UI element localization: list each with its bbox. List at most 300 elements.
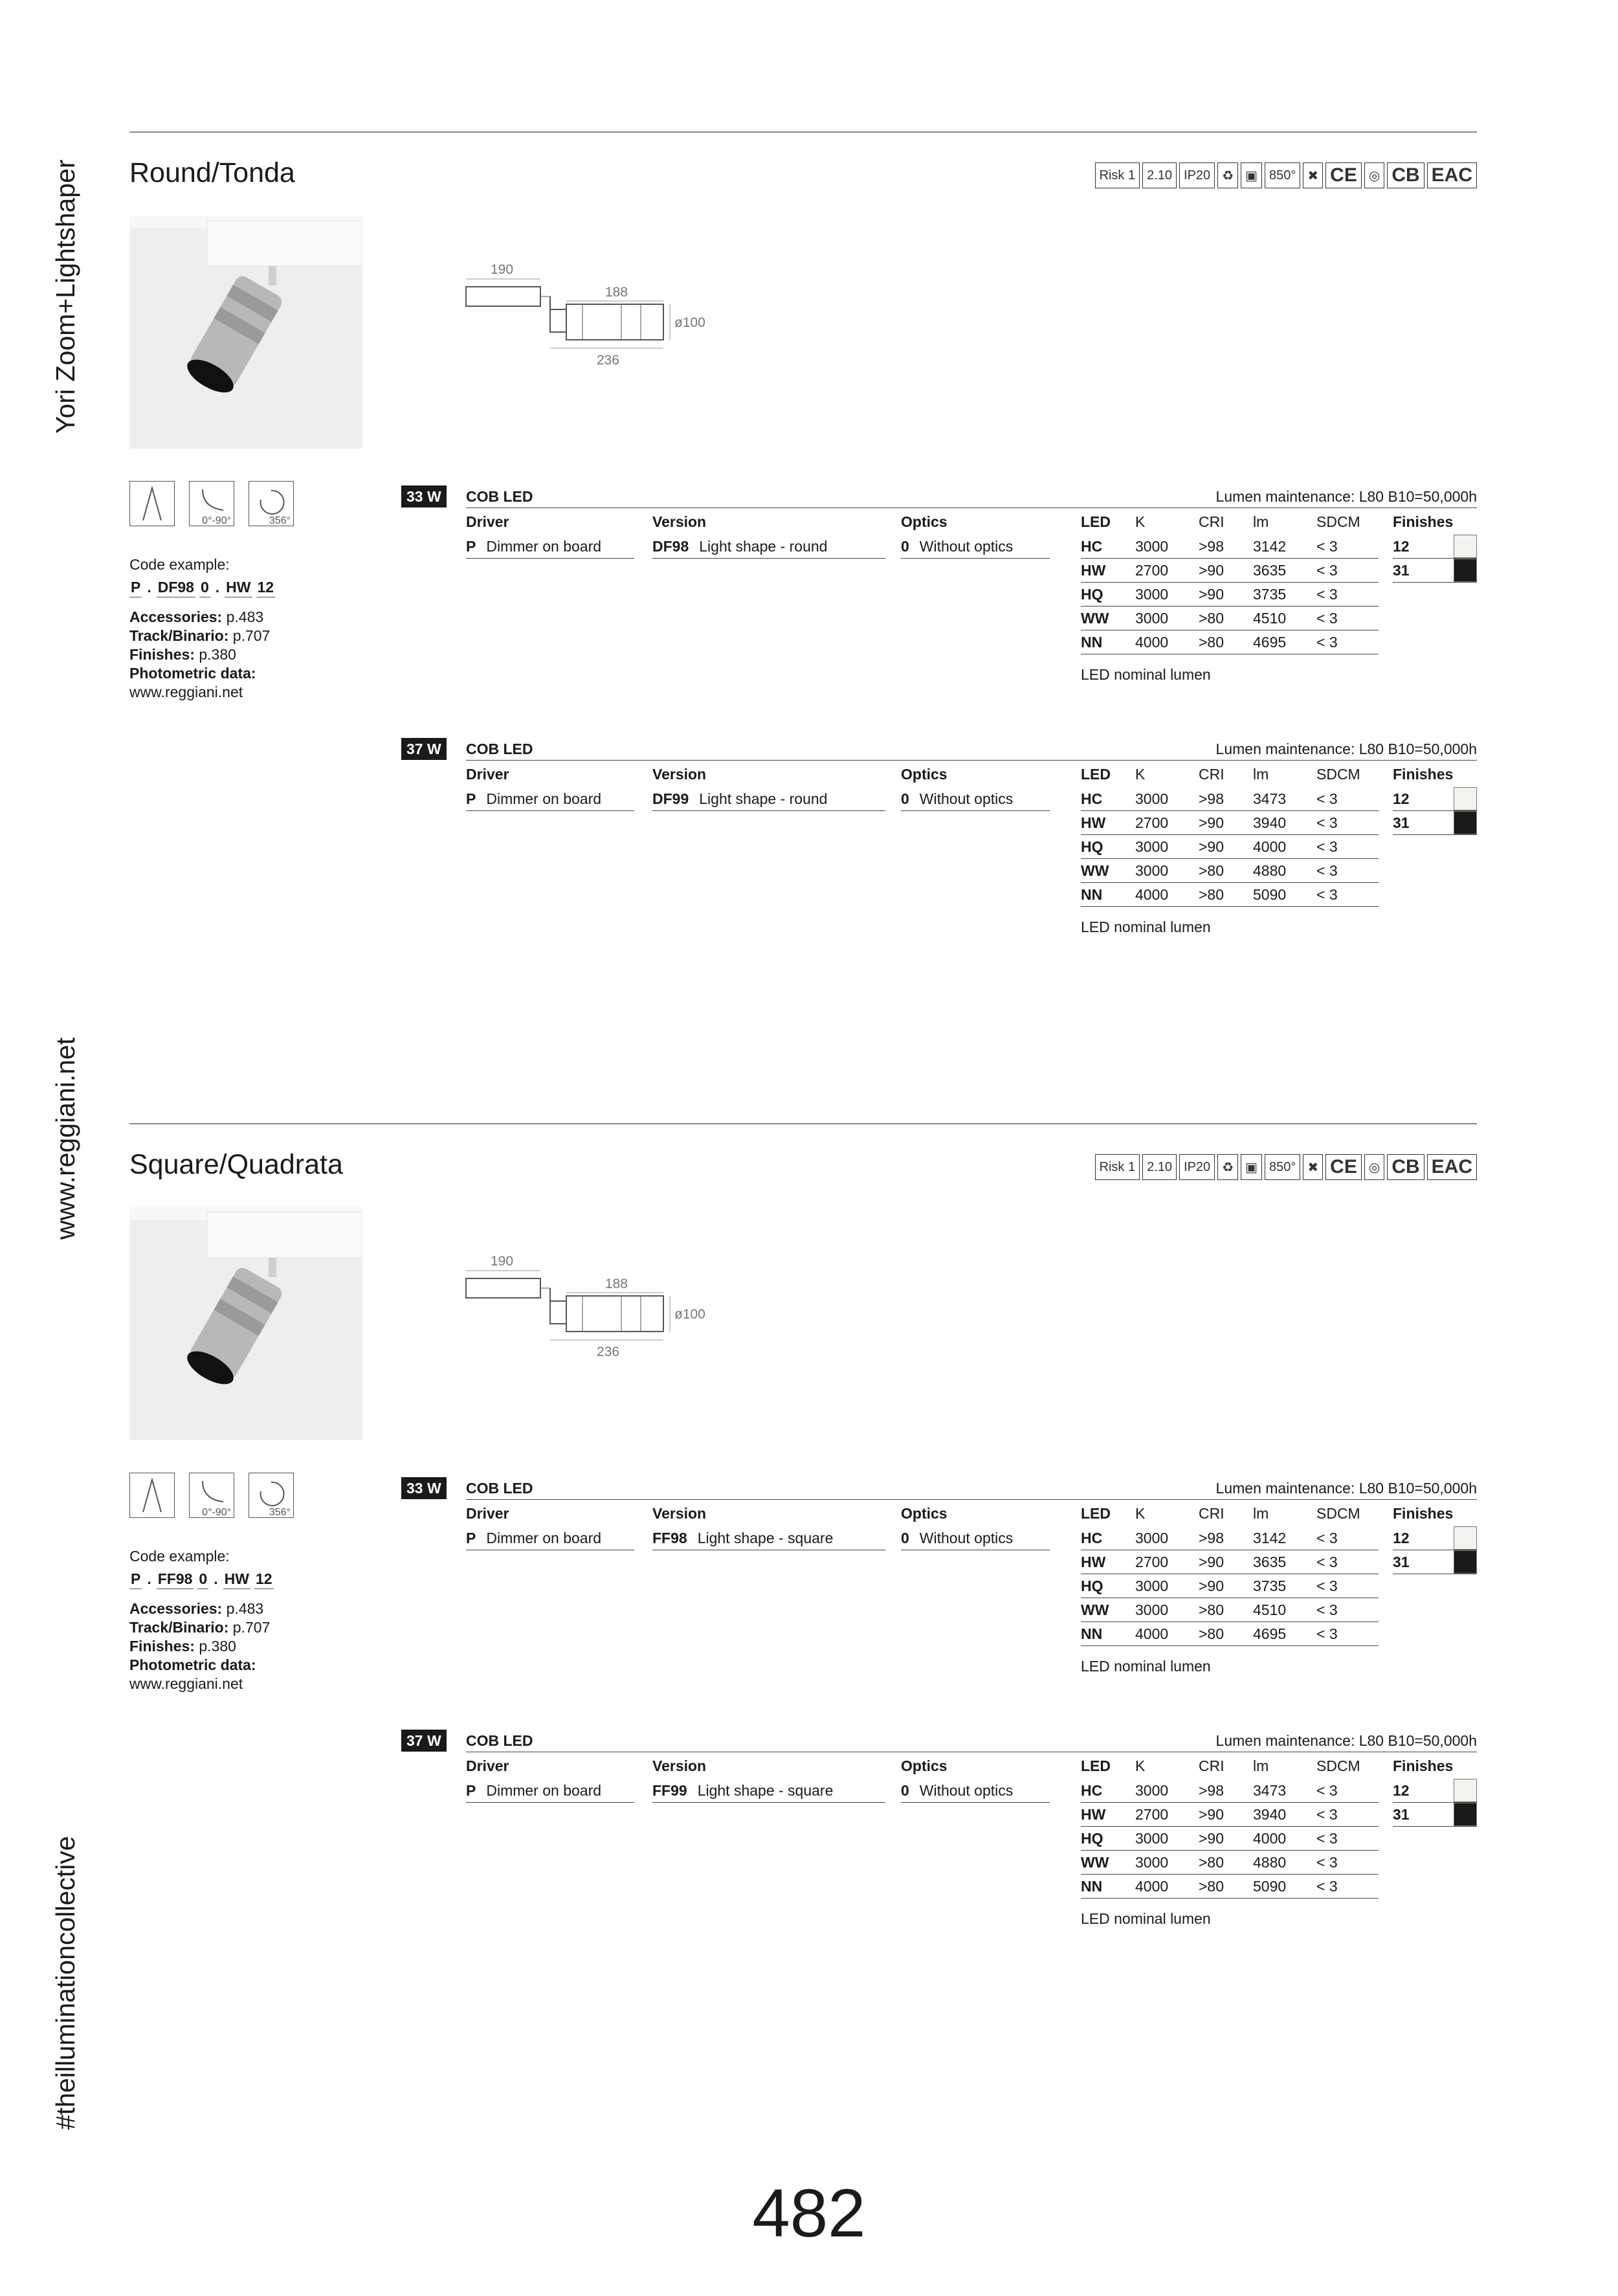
cert-badge: CB: [1387, 1154, 1424, 1180]
led-row: [1081, 630, 1379, 654]
driver-row: [466, 787, 634, 811]
led-table: [1081, 761, 1379, 936]
cert-badge: EAC: [1427, 162, 1477, 188]
led-cell: >80: [1199, 1854, 1225, 1871]
driver-column: [466, 509, 634, 559]
version-header: Version: [652, 1505, 707, 1522]
led-cell: 3000: [1135, 838, 1169, 855]
cert-badge: Risk 1: [1095, 162, 1140, 188]
led-cell: WW: [1081, 862, 1109, 879]
led-header-sdcm: SDCM: [1316, 766, 1360, 783]
driver-header: Driver: [466, 1505, 509, 1522]
led-row: [1081, 1598, 1379, 1622]
led-cell: NN: [1081, 634, 1103, 651]
led-header-k: K: [1135, 1505, 1146, 1522]
rotation-label: 356°: [269, 515, 291, 526]
wattage-badge: 37 W: [401, 1730, 447, 1752]
driver-desc: Dimmer on board: [486, 538, 602, 555]
led-cell: 3735: [1253, 586, 1287, 603]
finishes-column: [1393, 1753, 1477, 1827]
tilt-icon: [189, 481, 234, 526]
led-cell: >80: [1199, 610, 1225, 627]
track-line: [129, 627, 362, 645]
led-header-cri: CRI: [1199, 1505, 1225, 1522]
optics-code: 0: [901, 538, 909, 555]
optics-desc: Without optics: [919, 1530, 1014, 1546]
optics-row: [901, 1526, 1050, 1550]
code-segment: 0: [197, 1570, 208, 1589]
finish-code: 31: [1393, 814, 1410, 831]
led-cell: 3000: [1135, 1601, 1169, 1618]
version-code: DF98: [652, 538, 689, 555]
led-row: [1081, 535, 1379, 559]
version-row: [652, 1526, 885, 1550]
led-cell: 4000: [1135, 1878, 1169, 1895]
optics-row: [901, 535, 1050, 559]
led-cell: HC: [1081, 1530, 1103, 1546]
led-cell: 4000: [1253, 1830, 1287, 1847]
led-cell: HQ: [1081, 586, 1103, 603]
cob-label: COB LED: [466, 1480, 533, 1497]
code-example-label: Code example:: [129, 1548, 230, 1565]
led-cell: >80: [1199, 1601, 1225, 1618]
led-cell: >90: [1199, 586, 1225, 603]
led-cell: HQ: [1081, 1830, 1103, 1847]
led-cell: < 3: [1316, 538, 1338, 555]
product-info: [129, 555, 362, 702]
dim-190: 190: [491, 262, 514, 277]
version-header: Version: [652, 1757, 707, 1774]
led-header-cri: CRI: [1199, 1757, 1225, 1774]
led-table-header: [1081, 1753, 1379, 1779]
finish-row[interactable]: [1393, 1550, 1477, 1574]
led-header-k: K: [1135, 766, 1146, 783]
led-cell: < 3: [1316, 1854, 1338, 1871]
led-cell: NN: [1081, 1625, 1103, 1642]
certification-strip: [1095, 162, 1477, 188]
cob-label: COB LED: [466, 488, 533, 505]
led-table: [1081, 1500, 1379, 1675]
photometric-label: Photometric data:: [129, 665, 256, 682]
finish-code: 12: [1393, 790, 1410, 807]
version-row: [652, 787, 885, 811]
optics-column: [901, 761, 1050, 811]
photometric-link[interactable]: www.reggiani.net: [129, 684, 243, 700]
code-example: [129, 1570, 362, 1589]
finishes-header: Finishes: [1393, 1757, 1454, 1774]
led-cell: WW: [1081, 610, 1109, 627]
led-cell: < 3: [1316, 862, 1338, 879]
led-cell: >98: [1199, 1530, 1225, 1546]
rotation-label: 356°: [269, 1507, 291, 1518]
led-cell: HQ: [1081, 1577, 1103, 1594]
version-header: Version: [652, 766, 707, 783]
track-link[interactable]: p.707: [232, 1619, 271, 1636]
optics-column: [901, 509, 1050, 559]
led-header-sdcm: SDCM: [1316, 1505, 1360, 1522]
track-label: Track/Binario:: [129, 627, 229, 644]
led-cell: 4510: [1253, 1601, 1287, 1618]
led-cell: 3940: [1253, 814, 1287, 831]
finish-swatch: [1454, 1779, 1477, 1802]
code-segment: HW: [225, 578, 252, 597]
led-header-lm: lm: [1253, 1757, 1269, 1774]
led-row: [1081, 1526, 1379, 1550]
driver-header: Driver: [466, 766, 509, 783]
led-cell: 3000: [1135, 610, 1169, 627]
finishes-header: Finishes: [1393, 766, 1454, 783]
tilt-icon: [189, 1473, 234, 1518]
beam-angle-icon: [129, 1473, 175, 1518]
led-cell: < 3: [1316, 790, 1338, 807]
dim-236: 236: [597, 353, 620, 368]
dimension-drawing: [453, 1253, 841, 1382]
version-desc: Light shape - square: [697, 1530, 834, 1546]
finish-code: 12: [1393, 538, 1410, 555]
rotation-icon: [249, 1473, 294, 1518]
side-label-product: Yori Zoom+Lightshaper: [50, 159, 80, 434]
led-row: [1081, 1875, 1379, 1899]
led-row: [1081, 1851, 1379, 1875]
led-cell: >80: [1199, 1878, 1225, 1895]
finish-row[interactable]: [1393, 559, 1477, 583]
led-cell: 3000: [1135, 1854, 1169, 1871]
led-cell: 4000: [1135, 634, 1169, 651]
led-header-lm: lm: [1253, 513, 1269, 530]
finish-row[interactable]: [1393, 1526, 1477, 1550]
led-row: [1081, 811, 1379, 835]
led-cell: >80: [1199, 862, 1225, 879]
led-cell: 4695: [1253, 1625, 1287, 1642]
led-cell: 2700: [1135, 1554, 1169, 1570]
led-cell: 3000: [1135, 1830, 1169, 1847]
led-cell: >98: [1199, 538, 1225, 555]
optics-column: [901, 1500, 1050, 1550]
version-column: [652, 761, 885, 811]
led-header-led: LED: [1081, 513, 1111, 530]
led-cell: HC: [1081, 790, 1103, 807]
optics-row: [901, 787, 1050, 811]
no-cover-icon: ✖: [1303, 162, 1323, 188]
led-cell: < 3: [1316, 1577, 1338, 1594]
led-row: [1081, 883, 1379, 907]
led-header-k: K: [1135, 513, 1146, 530]
finish-code: 12: [1393, 1782, 1410, 1799]
finish-code: 12: [1393, 1530, 1410, 1546]
optics-row: [901, 1779, 1050, 1803]
led-cell: >90: [1199, 1554, 1225, 1570]
led-cell: >90: [1199, 838, 1225, 855]
led-cell: 5090: [1253, 1878, 1287, 1895]
led-cell: 3735: [1253, 1577, 1287, 1594]
driver-header: Driver: [466, 513, 509, 530]
led-header-cri: CRI: [1199, 513, 1225, 530]
finishes-column: [1393, 509, 1477, 583]
finish-row[interactable]: [1393, 1803, 1477, 1827]
certification-strip: [1095, 1154, 1477, 1180]
led-cell: 3473: [1253, 790, 1287, 807]
led-header-led: LED: [1081, 1505, 1111, 1522]
finishes-line: [129, 1637, 362, 1656]
led-cell: NN: [1081, 886, 1103, 903]
cob-label: COB LED: [466, 741, 533, 757]
track-line: [129, 1618, 362, 1637]
led-cell: >90: [1199, 1830, 1225, 1847]
code-example: [129, 578, 362, 597]
led-cell: HC: [1081, 1782, 1103, 1799]
led-cell: 4000: [1253, 838, 1287, 855]
optics-desc: Without optics: [919, 1782, 1014, 1799]
led-cell: HC: [1081, 538, 1103, 555]
class-2-icon: ▣: [1241, 162, 1262, 188]
led-cell: 3000: [1135, 790, 1169, 807]
finish-swatch: [1454, 535, 1477, 558]
cert-badge: CE: [1325, 1154, 1362, 1180]
driver-column: [466, 761, 634, 811]
led-row: [1081, 1574, 1379, 1598]
driver-column: [466, 1500, 634, 1550]
section-divider: [129, 1123, 1477, 1124]
no-cover-icon: ✖: [1303, 1154, 1323, 1180]
led-cell: 4510: [1253, 610, 1287, 627]
version-desc: Light shape - round: [699, 538, 828, 555]
led-header-lm: lm: [1253, 766, 1269, 783]
finish-swatch: [1454, 1526, 1477, 1550]
led-cell: >98: [1199, 1782, 1225, 1799]
led-row: [1081, 835, 1379, 859]
wattage-badge: 33 W: [401, 1477, 447, 1499]
led-cell: 3940: [1253, 1806, 1287, 1823]
led-table: [1081, 1753, 1379, 1928]
optics-code: 0: [901, 790, 909, 807]
photometric-link[interactable]: www.reggiani.net: [129, 1675, 243, 1692]
finishes-line: [129, 645, 362, 664]
accessories-link[interactable]: p.483: [226, 608, 264, 625]
accessories-line: [129, 608, 362, 627]
led-cell: 3000: [1135, 586, 1169, 603]
optics-code: 0: [901, 1782, 909, 1799]
beam-angle-icon: [129, 481, 175, 526]
led-cell: >80: [1199, 886, 1225, 903]
optics-desc: Without optics: [919, 538, 1014, 555]
led-cell: 2700: [1135, 814, 1169, 831]
accessories-link[interactable]: p.483: [226, 1600, 264, 1617]
led-row: [1081, 1622, 1379, 1646]
led-row: [1081, 583, 1379, 607]
driver-code: P: [466, 538, 476, 555]
accessories-label: Accessories:: [129, 608, 223, 625]
dim-diameter: ø100: [674, 315, 705, 330]
led-cell: >90: [1199, 562, 1225, 579]
led-header-sdcm: SDCM: [1316, 513, 1360, 530]
version-column: [652, 1753, 885, 1803]
code-segment: P: [129, 578, 142, 597]
led-cell: >98: [1199, 790, 1225, 807]
cert-badge: EAC: [1427, 1154, 1477, 1180]
tilt-label: 0°-90°: [202, 1507, 231, 1518]
driver-code: P: [466, 790, 476, 807]
driver-row: [466, 1526, 634, 1550]
led-table: [1081, 509, 1379, 684]
lumen-maintenance: Lumen maintenance: L80 B10=50,000h: [1215, 1732, 1477, 1749]
finish-swatch: [1454, 811, 1477, 834]
finish-row[interactable]: [1393, 787, 1477, 811]
version-desc: Light shape - square: [697, 1782, 834, 1799]
cert-badge: CB: [1387, 162, 1424, 188]
cert-badge: 850°: [1265, 1154, 1300, 1180]
cert-badge: CE: [1325, 162, 1362, 188]
tilt-label: 0°-90°: [202, 515, 231, 526]
led-cell: 3635: [1253, 562, 1287, 579]
led-row: [1081, 1550, 1379, 1574]
optics-header: Optics: [901, 766, 948, 783]
led-cell: < 3: [1316, 1878, 1338, 1895]
finish-swatch: [1454, 559, 1477, 582]
led-cell: 4000: [1135, 1625, 1169, 1642]
optics-column: [901, 1753, 1050, 1803]
led-cell: 2700: [1135, 1806, 1169, 1823]
dim-236: 236: [597, 1344, 620, 1359]
finishes-header: Finishes: [1393, 513, 1454, 530]
product-section: [129, 1123, 1477, 2094]
code-segment: .: [147, 1570, 151, 1587]
code-segment: 12: [254, 1570, 274, 1589]
code-example-label: Code example:: [129, 556, 230, 573]
page-number: 482: [752, 2176, 866, 2251]
product-photo: [129, 216, 362, 449]
led-row: [1081, 607, 1379, 630]
led-note: LED nominal lumen: [1081, 1658, 1211, 1675]
accessories-label: Accessories:: [129, 1600, 223, 1617]
code-segment: FF98: [157, 1570, 194, 1589]
led-cell: 3000: [1135, 1782, 1169, 1799]
led-table-header: [1081, 1500, 1379, 1526]
led-cell: HW: [1081, 562, 1106, 579]
code-segment: DF98: [157, 578, 195, 597]
finishes-column: [1393, 761, 1477, 835]
led-cell: < 3: [1316, 1806, 1338, 1823]
product-photo: [129, 1207, 362, 1440]
code-segment: .: [147, 579, 151, 596]
cert-badge: 2.10: [1142, 1154, 1177, 1180]
finishes-link[interactable]: p.380: [199, 1638, 236, 1655]
led-cell: HW: [1081, 814, 1106, 831]
finish-row[interactable]: [1393, 811, 1477, 835]
version-column: [652, 1500, 885, 1550]
finishes-column: [1393, 1500, 1477, 1574]
version-header: Version: [652, 513, 707, 530]
led-cell: < 3: [1316, 586, 1338, 603]
led-cell: < 3: [1316, 634, 1338, 651]
finish-code: 31: [1393, 1554, 1410, 1570]
led-cell: >90: [1199, 814, 1225, 831]
led-cell: >80: [1199, 1625, 1225, 1642]
led-cell: < 3: [1316, 838, 1338, 855]
dim-188: 188: [605, 285, 628, 300]
led-cell: 2700: [1135, 562, 1169, 579]
finishes-label: Finishes:: [129, 1638, 195, 1655]
cob-label: COB LED: [466, 1732, 533, 1749]
led-row: [1081, 1779, 1379, 1803]
photometric-label: Photometric data:: [129, 1656, 256, 1673]
dim-diameter: ø100: [674, 1307, 705, 1322]
led-cell: 3000: [1135, 862, 1169, 879]
driver-column: [466, 1753, 634, 1803]
finish-swatch: [1454, 787, 1477, 810]
version-code: DF99: [652, 790, 689, 807]
led-cell: 4695: [1253, 634, 1287, 651]
version-column: [652, 509, 885, 559]
led-cell: NN: [1081, 1878, 1103, 1895]
driver-row: [466, 1779, 634, 1803]
block-header: [466, 1477, 1477, 1500]
led-cell: < 3: [1316, 1530, 1338, 1546]
finishes-link[interactable]: p.380: [199, 646, 236, 663]
track-link[interactable]: p.707: [232, 627, 271, 644]
lumen-maintenance: Lumen maintenance: L80 B10=50,000h: [1215, 741, 1477, 757]
accessories-line: [129, 1599, 362, 1618]
class-2-icon: ▣: [1241, 1154, 1262, 1180]
version-code: FF98: [652, 1530, 687, 1546]
led-row: [1081, 559, 1379, 583]
led-cell: < 3: [1316, 814, 1338, 831]
led-row: [1081, 859, 1379, 883]
driver-row: [466, 535, 634, 559]
cert-badge: Risk 1: [1095, 1154, 1140, 1180]
code-segment: .: [214, 1570, 218, 1587]
track-label: Track/Binario:: [129, 1619, 229, 1636]
led-table-header: [1081, 509, 1379, 535]
led-header-led: LED: [1081, 766, 1111, 783]
block-header: [466, 738, 1477, 761]
led-cell: 4000: [1135, 886, 1169, 903]
led-cell: 3000: [1135, 538, 1169, 555]
finish-row[interactable]: [1393, 1779, 1477, 1803]
finishes-label: Finishes:: [129, 646, 195, 663]
led-cell: 3000: [1135, 1530, 1169, 1546]
side-label-website: www.reggiani.net: [50, 1037, 80, 1240]
driver-desc: Dimmer on board: [486, 1530, 602, 1546]
led-cell: 4880: [1253, 1854, 1287, 1871]
code-segment: 12: [256, 578, 276, 597]
optics-header: Optics: [901, 1757, 948, 1774]
cfl-icon: ◎: [1364, 1154, 1384, 1180]
dimension-drawing: [453, 261, 841, 390]
driver-desc: Dimmer on board: [486, 790, 602, 807]
driver-code: P: [466, 1782, 476, 1799]
led-cell: < 3: [1316, 1601, 1338, 1618]
led-cell: < 3: [1316, 886, 1338, 903]
driver-header: Driver: [466, 1757, 509, 1774]
led-header-led: LED: [1081, 1757, 1111, 1774]
led-cell: 3473: [1253, 1782, 1287, 1799]
led-cell: < 3: [1316, 1625, 1338, 1642]
version-row: [652, 1779, 885, 1803]
finish-code: 31: [1393, 562, 1410, 579]
led-cell: < 3: [1316, 1830, 1338, 1847]
optics-code: 0: [901, 1530, 909, 1546]
side-label-hashtag: #theilluminationcollective: [50, 1836, 80, 2130]
finishes-header: Finishes: [1393, 1505, 1454, 1522]
recycle-icon: ♻: [1217, 162, 1238, 188]
dim-190: 190: [491, 1254, 514, 1269]
finish-swatch: [1454, 1550, 1477, 1574]
lumen-maintenance: Lumen maintenance: L80 B10=50,000h: [1215, 1480, 1477, 1497]
finish-row[interactable]: [1393, 535, 1477, 559]
led-cell: 3635: [1253, 1554, 1287, 1570]
wattage-badge: 33 W: [401, 485, 447, 507]
finish-code: 31: [1393, 1806, 1410, 1823]
